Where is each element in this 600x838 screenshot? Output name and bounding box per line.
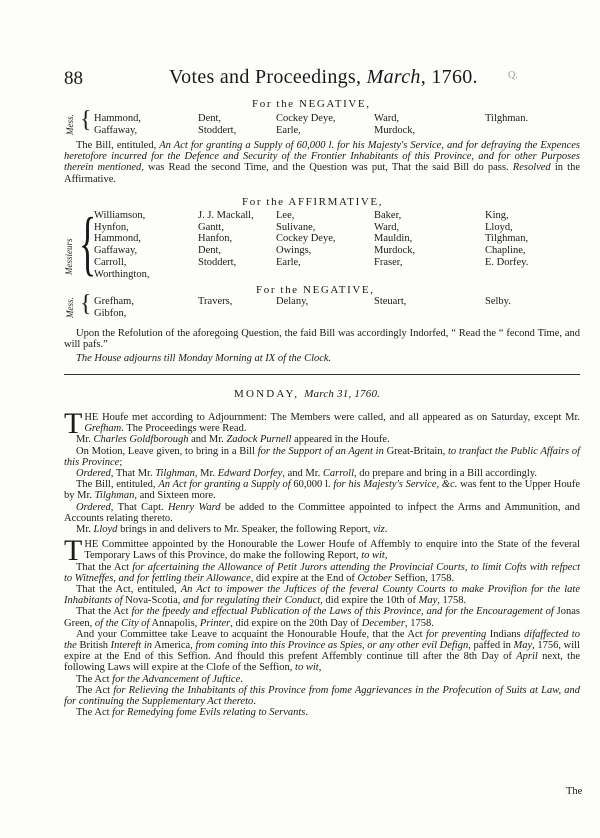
member-name: Hammond, bbox=[94, 113, 141, 124]
member-name: Mauldin, bbox=[374, 233, 413, 245]
paragraph-text: On Motion, Leave given, to bring in a Bill for the Support of an Agent in Great-Britain, to tranfact the Public Affairs of this Province; bbox=[64, 445, 581, 468]
minutes-paragraph bbox=[64, 434, 580, 445]
paragraph-text: That the Act for the fpeedy and effectual Publication of the Laws of this Province, and for the Encouragement of Jonas Green, of the City of Annapolis, Printer, did expire on the 20th Day of December, 1758. bbox=[64, 606, 581, 629]
member-name: Murdock, bbox=[374, 245, 416, 257]
para-adjourn bbox=[64, 353, 580, 364]
vote2-heading: For the AFFIRMATIVE, bbox=[242, 196, 384, 208]
member-name: Dent, bbox=[198, 245, 222, 257]
member-name: Chapline, bbox=[485, 245, 526, 257]
running-title-main: Votes and Proceedings, bbox=[169, 66, 362, 88]
member-name: Stoddert, bbox=[198, 256, 237, 268]
member-name: Stoddert, bbox=[198, 125, 237, 136]
member-name: Gaffaway, bbox=[94, 125, 138, 136]
page-number: 88 bbox=[64, 68, 83, 89]
paragraph-text: That the Act for afcertaining the Allowance of Petit Jurors attending the Provincial Courts, to limit Cofts with refpect to Witneffes, and for fettling their Allowance, did expire at the End of October Seffion, 1758. bbox=[64, 561, 580, 584]
vote2-brace: { bbox=[79, 203, 97, 283]
member-name: Delany, bbox=[276, 296, 309, 307]
paragraph-text: Ordered, That Capt. Henry Ward be added to the Committee appointed to infpect the Arms and Ammunition, and Accounts relating thereto. bbox=[64, 501, 580, 524]
minutes-paragraph bbox=[64, 562, 580, 584]
para-bill-text: The Bill, entituled, An Act for granting a Supply of 60,000 l. for his Majesty's Service, and for defraying the Expences heretofore incurred for the Defence and Security of the Frontier Inhabitants of this Province, and for other Purposes therein mentioned, was Read the second Time, and the Question was put, That the said Bill do pass. Resolved in the Affirmative. bbox=[64, 140, 581, 185]
paragraph-text: HE Committee appointed by the Honourable the Lower Houfe of Affembly to enquire into the State of the feveral Temporary Laws of this Province, do make the following Report, to wit, bbox=[84, 539, 580, 562]
minutes-paragraphs bbox=[64, 407, 581, 719]
member-name: Gantt, bbox=[198, 221, 224, 233]
vote3-heading: For the NEGATIVE, bbox=[256, 284, 375, 296]
member-name: Tilghman. bbox=[485, 113, 529, 124]
drop-cap: T bbox=[64, 534, 83, 568]
day-heading bbox=[234, 388, 380, 400]
paragraph-text: The Act for Remedying fome Evils relating to Servants. bbox=[76, 707, 309, 719]
minutes-paragraph bbox=[64, 468, 580, 479]
para-resolution bbox=[64, 328, 580, 350]
vote2-side-label: Messieurs bbox=[64, 238, 74, 275]
minutes-paragraph bbox=[64, 446, 580, 468]
section-rule bbox=[64, 374, 580, 375]
member-name: Hynfon, bbox=[94, 221, 129, 233]
member-name: Hammond, bbox=[94, 233, 141, 245]
member-name: Ward, bbox=[374, 221, 400, 233]
vote1-heading: For the NEGATIVE, bbox=[252, 98, 371, 110]
member-name: Murdock, bbox=[374, 125, 416, 136]
member-name: Grefham, bbox=[94, 296, 134, 307]
minutes-paragraph bbox=[64, 502, 580, 524]
drop-cap: T bbox=[64, 407, 83, 440]
minutes-paragraph bbox=[64, 479, 580, 501]
paragraph-text: The Act for the Advancement of Juftice. bbox=[76, 673, 243, 685]
member-name: Carroll, bbox=[94, 256, 127, 268]
member-name: Sulivane, bbox=[276, 221, 316, 233]
member-name: Tilghman, bbox=[485, 233, 529, 245]
day-date: March 31, 1760. bbox=[304, 388, 381, 400]
minutes-paragraph bbox=[64, 584, 580, 606]
member-name: Cockey Deye, bbox=[276, 233, 336, 245]
paragraph-text: Ordered, That Mr. Tilghman, Mr. Edward Dorfey, and Mr. Carroll, do prepare and bring in a Bill accordingly. bbox=[76, 468, 538, 480]
para-bill bbox=[64, 140, 580, 185]
member-name: Gaffaway, bbox=[94, 245, 138, 257]
member-name: Travers, bbox=[198, 296, 233, 307]
member-name: E. Dorfey. bbox=[485, 256, 529, 268]
catchword: The bbox=[566, 786, 583, 797]
paragraph-text: HE Houfe met according to Adjournment: The Members were called, and all appeared as on Saturday, except Mr. Grefham. The Proceedings were Read. bbox=[84, 412, 580, 435]
minutes-paragraph bbox=[64, 674, 580, 685]
running-title-month: March, bbox=[366, 66, 427, 88]
member-name: Worthington, bbox=[94, 268, 150, 280]
vote3-brace: { bbox=[80, 291, 92, 317]
running-title bbox=[169, 66, 478, 89]
minutes-paragraph bbox=[64, 606, 580, 628]
running-title-year: 1760. bbox=[431, 66, 478, 88]
minutes-body bbox=[64, 407, 581, 719]
para-adjourn-text: The House adjourns till Monday Morning at IX of the Clock. bbox=[76, 353, 332, 364]
member-name: Ward, bbox=[374, 113, 400, 124]
paragraph-text: Mr. Lloyd brings in and delivers to Mr. Speaker, the following Report, viz. bbox=[76, 524, 388, 536]
vote3-side-label: Mess. bbox=[65, 297, 75, 318]
minutes-paragraph bbox=[64, 524, 580, 535]
member-name: Owings, bbox=[276, 245, 312, 257]
member-name: Dent, bbox=[198, 113, 222, 124]
para-resolution-text: Upon the Refolution of the aforegoing Question, the faid Bill was accordingly Indorfed, “ Read the “ fecond Time, and will pafs.” bbox=[64, 328, 580, 351]
member-name: Selby. bbox=[485, 296, 511, 307]
minutes-paragraph bbox=[64, 685, 580, 707]
paragraph-text: And your Committee take Leave to acquaint the Honourable Houfe, that the Act for preventing Indians difaffected to the British Intereft in America, from coming into this Province as Spies, or any other evil Defign, paffed in May, 1756, will expire at the End of this Seffion. And fhould this prefent Affembly continue till after the 8th Day of April next, the following Laws will expire at the Clofe of the Seffion, to wit, bbox=[64, 628, 581, 674]
member-name: Cockey Deye, bbox=[276, 113, 336, 124]
minutes-paragraph bbox=[64, 629, 580, 674]
member-name: King, bbox=[485, 210, 509, 221]
member-name: Earle, bbox=[276, 256, 301, 268]
vote1-brace: { bbox=[80, 107, 92, 133]
paragraph-text: That the Act, entituled, An Act to impower the Juftices of the feveral County Courts to make Provifion for the late Inhabitants of Nova-Scotia, and for regulating their Conduct, did expire the 10th of May, 1758. bbox=[64, 584, 580, 607]
minutes-paragraph bbox=[64, 707, 580, 718]
member-name: Williamson, bbox=[94, 210, 146, 221]
paragraph-text: The Bill, entituled, An Act for granting a Supply of 60,000 l. for his Majesty's Service, &c. was fent to the Upper Houfe by Mr. Tilghman, and Sixteen more. bbox=[64, 479, 580, 502]
member-name: Hanfon, bbox=[198, 233, 233, 245]
paragraph-text: The Act for Relieving the Inhabitants of this Province from fome Aggrievances in the Profecution of Suits at Law, and for continuing the Supplementary Act thereto. bbox=[64, 684, 581, 708]
member-name: Fraser, bbox=[374, 256, 403, 268]
paragraph-text: Mr. Charles Goldfborough and Mr. Zadock Purnell appeared in the Houfe. bbox=[76, 434, 390, 446]
member-name: J. J. Mackall, bbox=[198, 210, 254, 221]
member-name: Gibfon, bbox=[94, 308, 127, 319]
margin-mark: Q. bbox=[508, 70, 518, 81]
day-name: MONDAY, bbox=[234, 388, 300, 400]
vote1-side-label: Mess. bbox=[65, 114, 75, 135]
minutes-paragraph bbox=[64, 534, 580, 568]
member-name: Earle, bbox=[276, 125, 301, 136]
member-name: Lee, bbox=[276, 210, 295, 221]
member-name: Baker, bbox=[374, 210, 402, 221]
member-name: Steuart, bbox=[374, 296, 407, 307]
member-name: Lloyd, bbox=[485, 221, 513, 233]
